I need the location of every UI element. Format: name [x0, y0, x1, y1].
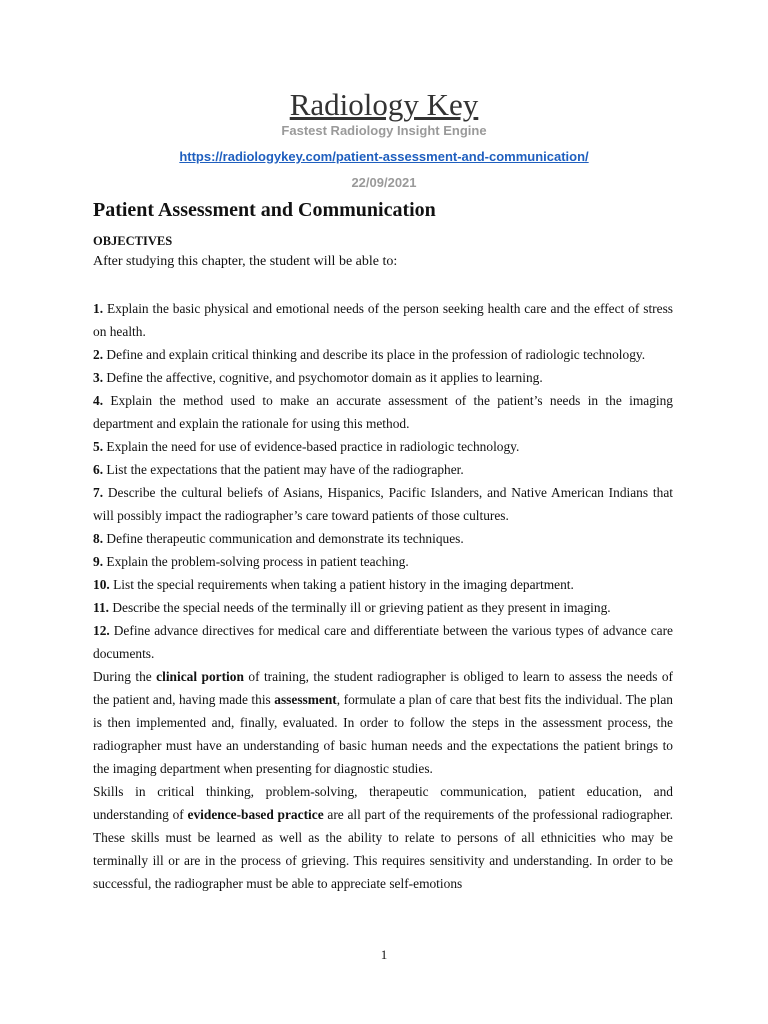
objective-text: Define therapeutic communication and demonstrate its techniques.	[103, 531, 464, 546]
objective-number: 11.	[93, 600, 109, 615]
page-number: 1	[380, 947, 388, 962]
objective-number: 4.	[93, 393, 104, 408]
site-title: Radiology Key	[289, 87, 479, 122]
objective-item	[93, 573, 673, 596]
objective-text: Define advance directives for medical care and differentiate between the various types of advance care documents.	[93, 623, 673, 661]
objective-number: 5.	[93, 439, 104, 454]
objective-item	[93, 297, 673, 343]
body-paragraph	[93, 665, 673, 780]
objective-item	[93, 458, 673, 481]
objective-text: Explain the need for use of evidence-based practice in radiologic technology.	[103, 439, 520, 454]
objective-number: 3.	[93, 370, 104, 385]
objective-item	[93, 550, 673, 573]
objectives-intro: After studying this chapter, the student will be able to:	[93, 254, 398, 269]
objective-number: 9.	[93, 554, 104, 569]
objective-number: 1.	[93, 301, 104, 316]
paragraph-text: Skills in critical thinking, problem-solving, therapeutic communication, patient education, and understanding of	[93, 784, 673, 822]
objective-item	[93, 596, 673, 619]
objective-item	[93, 343, 673, 366]
objectives-heading: OBJECTIVES	[93, 234, 173, 248]
objective-text: Define and explain critical thinking and describe its place in the profession of radiologic technology.	[103, 347, 646, 362]
print-date: 22/09/2021	[351, 175, 417, 190]
article-body	[93, 297, 673, 895]
site-tagline: Fastest Radiology Insight Engine	[281, 123, 487, 138]
article-title: Patient Assessment and Communication	[93, 199, 436, 221]
objective-number: 8.	[93, 531, 104, 546]
objective-item	[93, 389, 673, 435]
source-link[interactable]: https://radiologykey.com/patient-assessment-and-communication/	[179, 149, 589, 164]
objective-item	[93, 366, 673, 389]
objective-text: List the expectations that the patient may have of the radiographer.	[103, 462, 464, 477]
paragraph-text: of training, the student radiographer is obliged to learn to assess the needs of the patient and, having made this	[93, 669, 674, 707]
objective-text: Define the affective, cognitive, and psychomotor domain as it applies to learning.	[103, 370, 543, 385]
bold-term: assessment	[274, 692, 337, 707]
objective-number: 6.	[93, 462, 104, 477]
body-paragraph	[93, 780, 673, 895]
objective-item	[93, 619, 673, 665]
objective-number: 2.	[93, 347, 104, 362]
objective-text: Describe the cultural beliefs of Asians, Hispanics, Pacific Islanders, and Native American Indians that will possibly impact the radiographer’s care toward patients of those cultures.	[93, 485, 673, 523]
objective-text: List the special requirements when taking a patient history in the imaging department.	[109, 577, 574, 592]
source-url	[0, 149, 768, 165]
objective-text: Explain the problem-solving process in patient teaching.	[103, 554, 409, 569]
paragraph-text: During the	[93, 669, 157, 684]
objective-item	[93, 435, 673, 458]
objective-number: 12.	[93, 623, 110, 638]
paragraph-text: , formulate a plan of care that best fits the individual. The plan is then implemented and, finally, evaluated. In order to follow the steps in the assessment process, the radiographer must have an understanding of basic human needs and the expectations the patient brings to the imaging department when presenting for diagnostic studies.	[93, 692, 673, 776]
objective-text: Explain the method used to make an accurate assessment of the patient’s needs in the imaging department and explain the rationale for using this method.	[93, 393, 673, 431]
paragraph-text: are all part of the requirements of the professional radiographer. These skills must be learned as well as the ability to relate to persons of all ethnicities who may be terminally ill or are in the process of grieving. This requires sensitivity and understanding. In order to be successful, the radiographer must be able to appreciate self-emotions	[93, 807, 673, 891]
bold-term: evidence-based practice	[187, 807, 324, 822]
objective-number: 10.	[93, 577, 110, 592]
objective-number: 7.	[93, 485, 104, 500]
objective-item	[93, 527, 673, 550]
objective-text: Describe the special needs of the terminally ill or grieving patient as they present in imaging.	[109, 600, 611, 615]
bold-term: clinical portion	[156, 669, 244, 684]
objective-item	[93, 481, 673, 527]
objective-text: Explain the basic physical and emotional needs of the person seeking health care and the effect of stress on health.	[93, 301, 673, 339]
